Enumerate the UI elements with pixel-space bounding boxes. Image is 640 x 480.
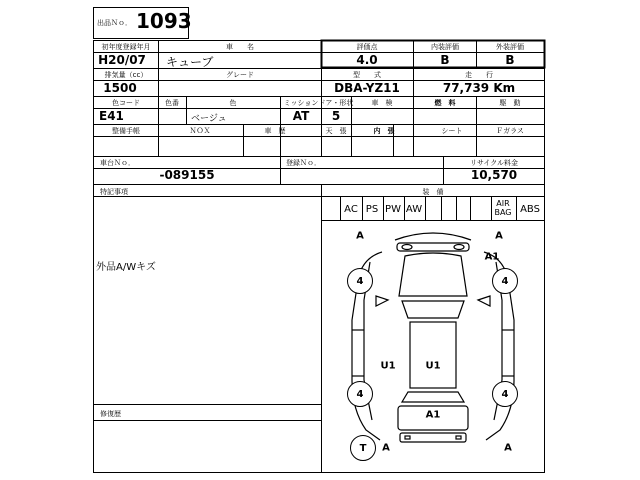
color-code-value: E41 — [99, 109, 124, 123]
model-value: DBA-YZ11 — [334, 81, 400, 95]
mark-front-left: A — [356, 230, 364, 242]
exterior-score-label: 外装評価 — [496, 43, 524, 51]
interior-lining-label: 内 張 — [373, 127, 395, 135]
seat-label: シート — [441, 127, 463, 135]
equip-pw: PW — [385, 204, 401, 215]
equipment-label: 装 備 — [422, 188, 444, 196]
equip-abs: ABS — [520, 204, 540, 215]
mark-front-right: A — [495, 230, 503, 242]
color-label: 色 — [229, 99, 237, 107]
mark-bottom-left: A — [382, 442, 390, 454]
registration-label: 登録Ｎｏ． — [286, 159, 321, 167]
score-label: 評価点 — [356, 43, 378, 51]
nox-label: ＮＯＸ — [189, 127, 211, 135]
recycle-label: リサイクル料金 — [469, 159, 519, 167]
history-label: 車 歴 — [264, 127, 286, 135]
lot-number: 1093 — [136, 9, 192, 33]
equip-airbag: AIR BAG — [494, 199, 512, 217]
mark-bottom-right: A — [504, 442, 512, 454]
first-reg-value: H20/07 — [98, 53, 146, 67]
mark-tire: T — [350, 435, 376, 461]
equip-ac: AC — [344, 204, 358, 215]
mark-a1-right: A1 — [484, 251, 500, 263]
first-reg-label: 初年度登録年月 — [101, 43, 151, 51]
mark-wheel-rear-left: 4 — [347, 381, 373, 407]
exterior-score-value: B — [505, 53, 515, 67]
color-code-label: 色コード — [112, 99, 140, 107]
displacement-value: 1500 — [103, 81, 137, 95]
equip-aw: AW — [405, 204, 423, 215]
doors-label: ドア・形状 — [318, 99, 354, 107]
mark-rear: A1 — [425, 409, 441, 421]
chassis-label: 車台Ｎｏ． — [100, 159, 135, 167]
mileage-value: 77,739 Km — [442, 81, 516, 95]
manual-label: 整備手帳 — [112, 127, 140, 135]
mark-roof: U1 — [425, 360, 441, 372]
interior-score-label: 内装評価 — [431, 43, 459, 51]
grade-label: グレード — [226, 71, 254, 79]
car-name-label: 車 名 — [226, 43, 254, 51]
special-notes-label: 特記事項 — [100, 188, 128, 196]
score-value: 4.0 — [356, 53, 378, 67]
drive-label: 駆 動 — [499, 99, 521, 107]
model-label: 型 式 — [353, 71, 381, 79]
lot-number-label: 出品Ｎｏ． — [97, 19, 132, 27]
mark-wheel-front-right: 4 — [492, 268, 518, 294]
mark-wheel-rear-right: 4 — [492, 381, 518, 407]
mark-wheel-front-left: 4 — [347, 268, 373, 294]
repair-history-label: 修復歴 — [100, 410, 121, 418]
equip-ps: PS — [365, 204, 379, 215]
color-value: ベージュ — [191, 114, 227, 124]
doors-value: 5 — [331, 109, 341, 123]
car-name-value: キューブ — [166, 55, 214, 69]
mark-door-left: U1 — [380, 360, 396, 372]
recycle-value: 10,570 — [470, 168, 518, 182]
interior-score-value: B — [440, 53, 450, 67]
glass-label: Ｆガラス — [496, 127, 524, 135]
inspection-label: 車 検 — [371, 99, 393, 107]
roof-lining-label: 天 張 — [325, 127, 347, 135]
special-notes-text: 外品A/Wキズ — [96, 262, 156, 273]
color-no-label: 色番 — [165, 99, 179, 107]
chassis-value: -089155 — [159, 168, 215, 182]
transmission-value: AT — [292, 109, 310, 123]
displacement-label: 排気量（cc） — [104, 71, 148, 79]
transmission-label: ミッション — [283, 99, 319, 107]
mileage-label: 走 行 — [465, 71, 493, 79]
fuel-label: 燃 料 — [434, 99, 456, 107]
